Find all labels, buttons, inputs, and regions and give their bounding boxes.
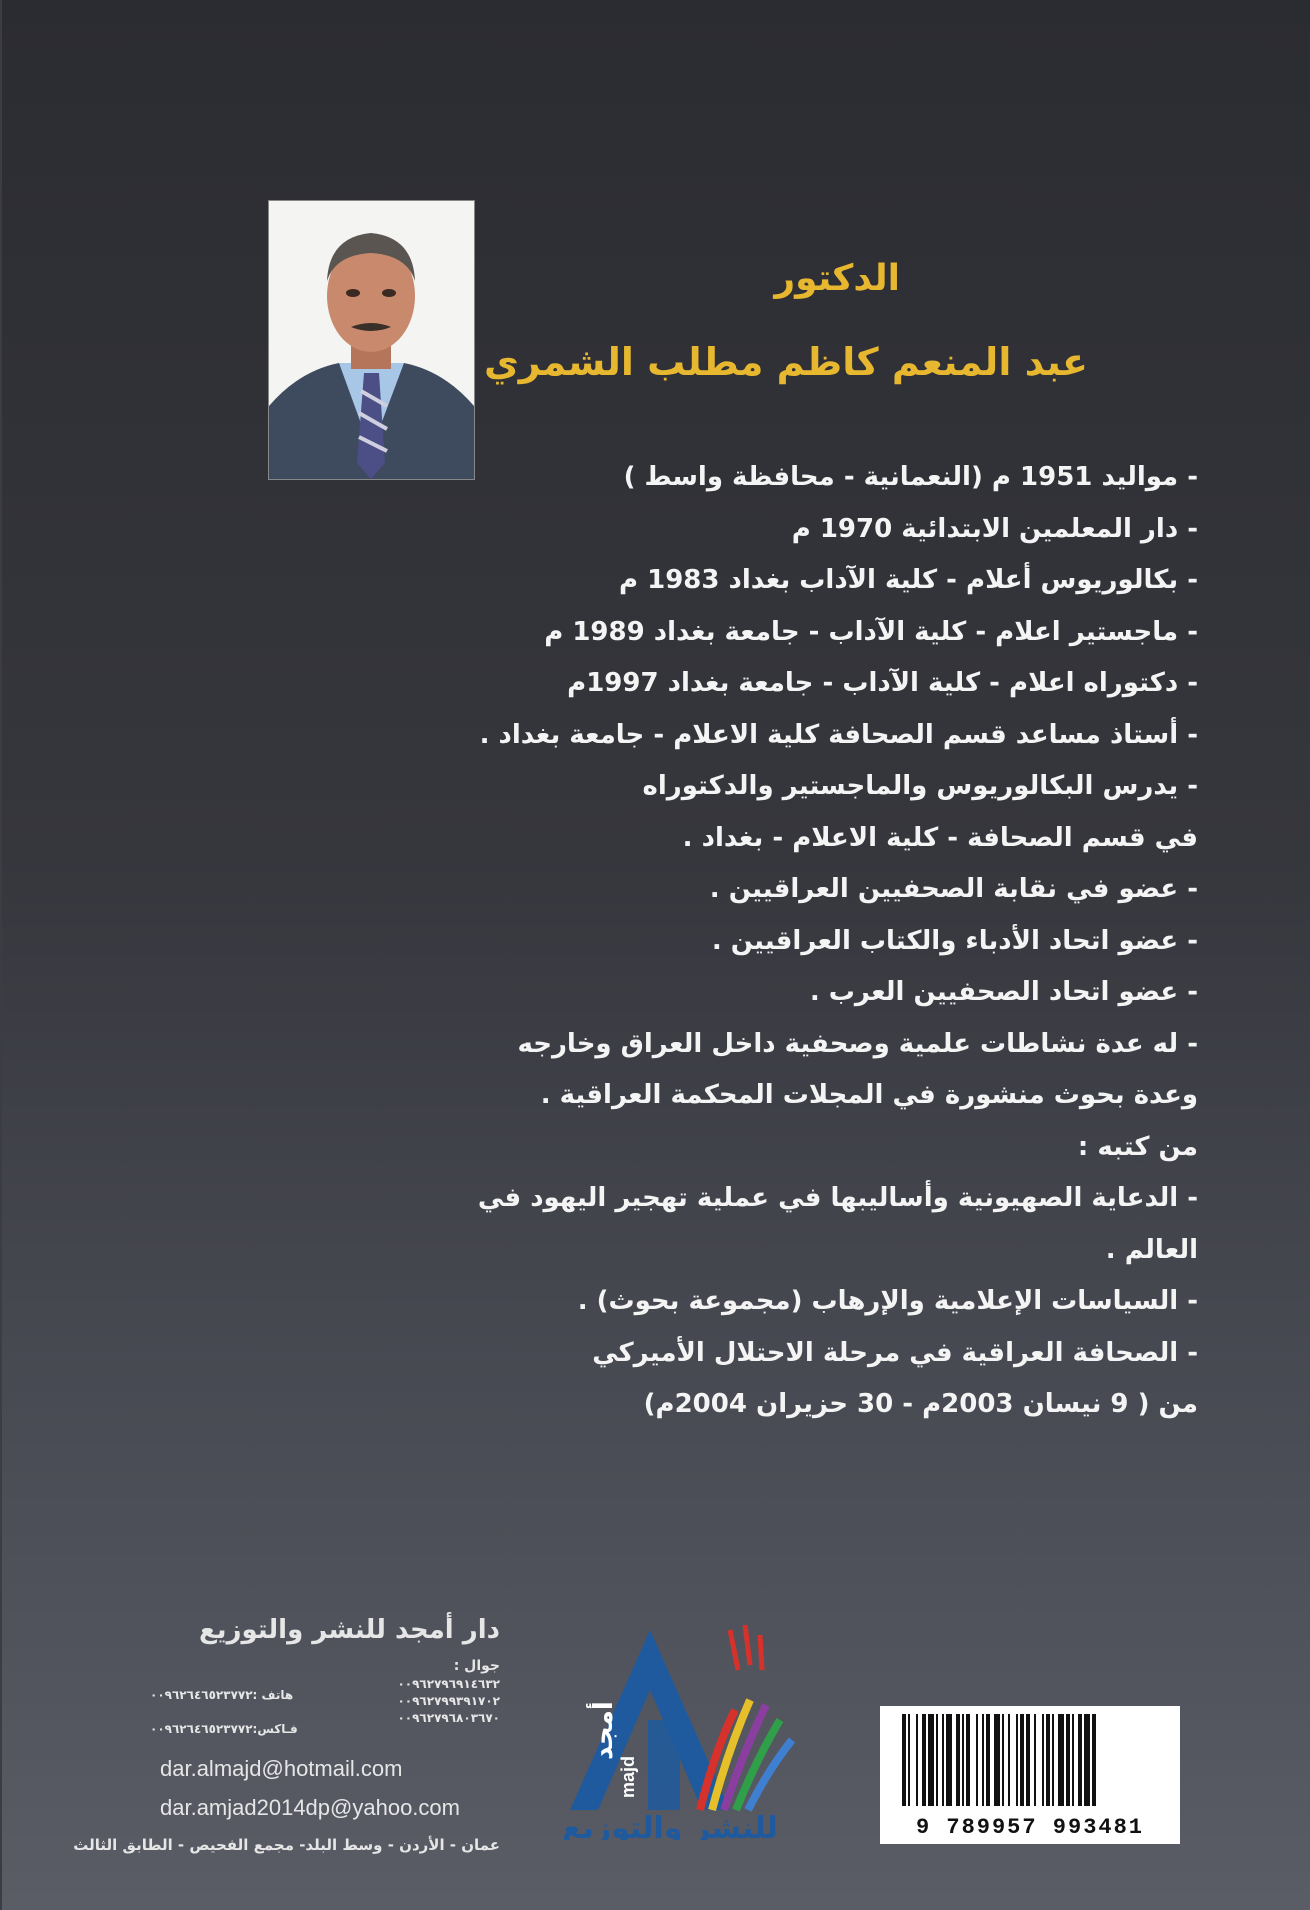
- bio-line: - له عدة نشاطات علمية وصحفية داخل العراق وخارجه: [517, 1028, 1198, 1059]
- publisher-name: دار أمجد للنشر والتوزيع: [198, 1615, 500, 1645]
- barcode-bar: [1008, 1714, 1010, 1806]
- bio-line: في قسم الصحافة - كلية الاعلام - بغداد .: [682, 822, 1198, 853]
- mobile-number: ٠٠٩٦٢٧٩٩٣٩١٧٠٢: [397, 1694, 500, 1708]
- bio-line: - عضو اتحاد الصحفيين العرب .: [809, 977, 1198, 1007]
- bio-line: - يدرس البكالوريوس والماجستير والدكتوراه: [642, 771, 1198, 801]
- bio-line: - دكتوراه اعلام - كلية الآداب - جامعة بغداد 1997م: [567, 668, 1198, 698]
- barcode-bar: [1020, 1714, 1024, 1806]
- barcode-bar: [902, 1714, 906, 1806]
- barcode-bar: [1058, 1714, 1064, 1806]
- barcode-bar: [1042, 1714, 1044, 1806]
- barcode-bar: [936, 1714, 938, 1806]
- logo-tagline: للنشر والتوزيع: [562, 1811, 778, 1840]
- bio-line: - الصحافة العراقية في مرحلة الاحتلال الأميركي: [592, 1337, 1198, 1368]
- bio-line: وعدة بحوث منشورة في المجلات المحكمة العراقية .: [540, 1080, 1198, 1110]
- fax-number: فـاكس:٠٠٩٦٢٦٤٦٥٢٣٧٧٢: [150, 1722, 298, 1736]
- barcode-bar: [1052, 1714, 1054, 1806]
- barcode-bar: [928, 1714, 934, 1806]
- barcode-bar: [1092, 1714, 1096, 1806]
- barcode-bar: [1034, 1714, 1036, 1806]
- barcode-bars: [880, 1706, 1180, 1816]
- barcode-bar: [986, 1714, 990, 1806]
- barcode-bar: [1066, 1714, 1070, 1806]
- barcode-bar: [1016, 1714, 1018, 1806]
- mobile-number: ٠٠٩٦٢٧٩٦٩١٤٦٣٢: [397, 1677, 500, 1691]
- barcode-bar: [916, 1714, 918, 1806]
- mobile-number: ٠٠٩٦٢٧٩٦٨٠٣٦٧٠: [397, 1711, 500, 1725]
- bio-line: من ( 9 نيسان 2003م - 30 حزيران 2004م): [643, 1389, 1198, 1419]
- bio-line: العالم .: [1105, 1234, 1198, 1265]
- barcode-bar: [994, 1714, 1000, 1806]
- author-biography: [338, 452, 1198, 1431]
- bio-line: - الدعاية الصهيونية وأساليبها في عملية تهجير اليهود في: [477, 1183, 1198, 1213]
- barcode-bar: [946, 1714, 952, 1806]
- author-honorific: الدكتور: [774, 258, 900, 299]
- publisher-logo: [530, 1610, 810, 1840]
- barcode-bar: [1026, 1714, 1030, 1806]
- logo-arabic-name: أمجد: [589, 1701, 619, 1760]
- logo-latin-name: majd: [618, 1755, 638, 1798]
- barcode-bar: [976, 1714, 978, 1806]
- barcode-bar: [1072, 1714, 1074, 1806]
- bio-line: - مواليد 1951 م (النعمانية - محافظة واسط ): [623, 462, 1198, 492]
- barcode-bar: [966, 1714, 970, 1806]
- barcode-bar: [922, 1714, 926, 1806]
- bio-line: - بكالوريوس أعلام - كلية الآداب بغداد 1983 م: [619, 565, 1198, 595]
- barcode-bar: [908, 1714, 910, 1806]
- mobile-label: جوال :: [453, 1658, 500, 1674]
- barcode-bar: [942, 1714, 944, 1806]
- bio-line: من كتبه :: [1077, 1131, 1198, 1162]
- isbn-number: 9 789957 993481: [915, 1815, 1145, 1840]
- bio-line: - السياسات الإعلامية والإرهاب (مجموعة بحوث) .: [577, 1286, 1198, 1316]
- barcode-bar: [1078, 1714, 1082, 1806]
- barcode-bar: [1002, 1714, 1004, 1806]
- bio-line: - أستاذ مساعد قسم الصحافة كلية الاعلام - جامعة بغداد .: [479, 719, 1198, 750]
- email-hotmail: dar.almajd@hotmail.com: [160, 1756, 403, 1781]
- publisher-address: عمان - الأردن - وسط البلد- مجمع الفحيص - الطابق الثالث: [73, 1836, 500, 1854]
- author-photo: [268, 200, 475, 480]
- author-name: عبد المنعم كاظم مطلب الشمري: [483, 340, 1088, 384]
- barcode-bar: [982, 1714, 984, 1806]
- barcode-bar: [956, 1714, 960, 1806]
- isbn-barcode: [880, 1706, 1180, 1844]
- bio-line: - دار المعلمين الابتدائية 1970 م: [791, 513, 1198, 544]
- bio-line: - عضو اتحاد الأدباء والكتاب العراقيين .: [711, 925, 1198, 956]
- email-yahoo: dar.amjad2014dp@yahoo.com: [160, 1795, 460, 1820]
- barcode-bar: [962, 1714, 964, 1806]
- mobile-numbers: [397, 1676, 500, 1727]
- bio-line: - ماجستير اعلام - كلية الآداب - جامعة بغداد 1989 م: [544, 616, 1198, 647]
- barcode-bar: [1046, 1714, 1050, 1806]
- bio-line: - عضو في نقابة الصحفيين العراقيين .: [709, 874, 1198, 904]
- phone-number: هاتف :٠٠٩٦٢٦٤٦٥٢٣٧٧٢: [150, 1688, 294, 1702]
- barcode-bar: [1084, 1714, 1090, 1806]
